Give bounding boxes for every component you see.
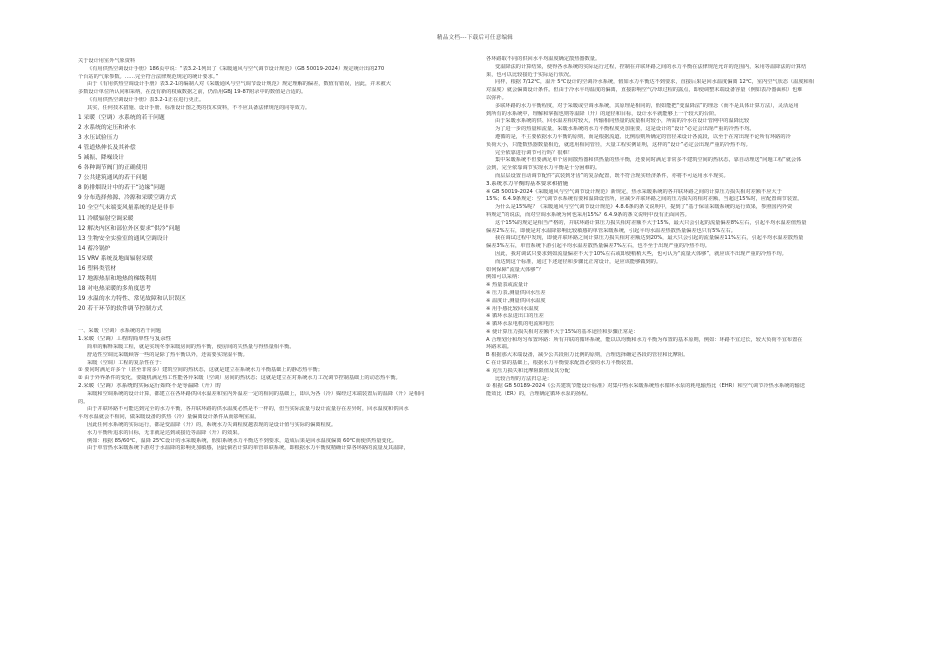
toc-item: 13 生物安全实验室的通风空调设计: [78, 235, 169, 242]
text-line: 的。: [78, 398, 89, 405]
text-line: ② 由于外界条件的变化，要随机满足热工性能各异采暖（空调）房间的热状态；这就是建立在对系统水力工况调节控制基础上的动态热平衡。: [78, 375, 401, 382]
section-heading: 3.系统水力平衡的基本要求和措施: [486, 180, 569, 187]
toc-item: 11 冷暖辐射空调采暖: [78, 215, 134, 222]
text-line: 环路末端。: [486, 344, 512, 351]
text-line: 如何保障“流量大体够”？: [486, 266, 544, 273]
text-line: 简单的解释采暖工程，就是实现冬季采暖房间的热平衡，使房间的失热量与得热量相平衡。: [87, 344, 295, 351]
text-line: 对湿度）就会偏离设计条件。但由于冷水平均温度的偏离，直接影响空气冷却过程的露点，即使调整末端设备容量（例如表冷器面积）也难: [486, 87, 803, 94]
left-column: [78, 58, 475, 453]
text-line: ※ 温度计,测量供回水温度: [486, 297, 546, 304]
text-line: 果，也可以比较接近于实际运行状况。: [486, 71, 575, 78]
toc-item: 20 若干环节的软件调节控制方式: [78, 306, 163, 313]
text-line: 为了进一步的热量和流量，采暖水系统的水力平衡程度更加重要，这是设计的“设计”必定会出现严重的冷热不均。: [495, 126, 755, 133]
text-line: 偏差2%左右，即使是对水温降影响比较敏感的单管采暖系统，引起平均水温差热散热量偏差也只有5%左右。: [486, 227, 736, 234]
text-line: 因此，我对调试只要求到如流量偏差不大于10%左右或即使稍稍大些，也可认为“流量大体够”，就应该不出现严重的冷热不均。: [495, 250, 787, 257]
toc-item: 3 水压试验压力: [78, 134, 119, 141]
toc-item: 16 塑料类管材: [78, 265, 117, 272]
text-line: ※ 压力表,测量供回水压差: [486, 289, 546, 296]
toc-item: 4 管道热伸长及其补偿: [78, 144, 136, 151]
text-line: C 在计算的基础上，根据水力平衡要求配置必要的水力平衡装置。: [486, 360, 637, 367]
text-line: ※ 使计算压力损失相对差额不大于15%的基本途径和步骤正常是：: [486, 328, 639, 335]
text-line: 例如：根据 85/60℃，温降 25℃设计的水采暖系统，假如系统水力平衡达不到要求，造成后果是回水温度偏离 60℃而使供热量变化。: [87, 437, 397, 444]
text-line: 《有用供热空调设计手册》186页中说：“表3.2-1列出了《采暖通风与空气调节设计规范》（GB 50019-2024）规定统计出的270: [87, 65, 385, 72]
toc-item: 12 解决内区和部位外区要求“供冷”问题: [78, 225, 181, 232]
text-line: 其实，任何技术措施、设计手册、标准设计图之类的技术资料，不不应具备法律规范的同等效力。: [87, 104, 311, 111]
text-line: ※ 循环水泵电机的电流和电压: [486, 321, 555, 328]
toc-item: 8 防排烟设计中的若干“边缘”问题: [78, 185, 165, 192]
text-line: ① 根据 GB 50189-2024《公共建筑节能设计标准》对集中热水采暖系统热水循环水泵的耗电输热比（EHR）和空气调节冷热水系统的输送: [486, 383, 805, 390]
text-line: 个台站的气象参数。……完全符合法律规范规定的统计要求。”: [78, 73, 219, 80]
toc-item: 17 地源热泵和地热的梯级利用: [78, 276, 157, 283]
text-line: 多数设计单位所认同和采纳，在没有新的权威数据之前，仍沿用GBJ 19-87附录中的数值是合适的。: [78, 89, 307, 96]
toc-item: 7 公共建筑通风的若干问题: [78, 175, 148, 182]
toc-item: 9 分布选择热源、冷源和采暖空调方式: [78, 195, 177, 202]
text-line: 比较合理的方法归总是：: [495, 375, 553, 382]
text-line: 水力平衡所追求的目标，无非就是达到或接近等温降（升）的效果。: [87, 429, 243, 436]
text-line: 以弥补。: [486, 94, 507, 101]
text-line: 能效比（ER）的，合理确定循环水泵的扬程。: [486, 391, 592, 398]
toc-item: 6 各种调节阀门的正确使用: [78, 165, 148, 172]
text-line: 《有用供热空调设计手册》表3.2-1正在进行更正。: [87, 96, 205, 103]
text-line: 由于《有用供热空调设计手册》表3.2-1的编制人对《采暖通风与空气调节设计规范》规定理解的偏差，数值有错误，因此，并未被大: [87, 81, 391, 88]
text-line: 平均水温就会不相同，做采暖设备的供热（冷）量偏离设计条件从而影响室温。: [78, 414, 260, 421]
text-line: 例如可以采纳：: [486, 274, 523, 281]
text-line: 而层层设置自动调节配件“武装到牙齿”的复杂配置，既不符合现实经济条件，亦将不可运用水平现实。: [495, 172, 729, 179]
text-line: 料规定”的说法，而对空调水系统为何也采用15%？6.4.9条的条文说明中没有正面回答。: [486, 211, 690, 218]
text-line: 到所有的水系统中，理解和掌握也则等温降（升）的途径和目标，设计水平就能够上一个较大的台阶。: [486, 110, 720, 117]
page-header: 精品文档---下载后可任意编辑: [436, 35, 514, 41]
section-heading: 1.采暖（空调）工程的简单性与复杂性: [78, 336, 172, 343]
text-line: 完全依靠进行调节可行吗？很难！: [495, 149, 573, 156]
text-line: 同样，根据 7/12℃，温升 5℃设计的空调冷水系统，假如水力平衡达不到要求，直接后果是回水温度偏离 12℃，室内空气状态（温度和相: [495, 79, 814, 86]
text-line: 15%；6.4.9条规定：空气调节水系统有要和温降设管所，应减少并联环路之间的压力损失的相对差额，当超过15%时，应配置调节装置。: [486, 196, 803, 203]
text-line: 而达到这个标准，通过下述途径和步骤比正常设计，是应该能够做到的。: [495, 258, 662, 265]
toc-item: 14 蓄冷锅炉: [78, 245, 111, 252]
toc-item: 19 水温的水力特性、常见故障和认识误区: [78, 296, 186, 303]
right-column: [486, 56, 883, 399]
toc-item: 10 全空气末端变风量系统的是是非非: [78, 205, 175, 212]
text-line: 多联环路的水力平衡程度，对于采暖或空调水系统，其原理是相同的，假如能把“变温降法”的理念（而不是具体计算方法），灵活运用: [495, 102, 799, 109]
text-line: 关于设计用室外气象资料: [78, 58, 136, 64]
text-line: ① 要同时满足许多个（甚至非常多）建筑空间的热状态，这就是建立在系统水力平衡基础上的静态热平衡；: [78, 367, 323, 374]
text-line: 由于并联环路不可能达到完全的水力平衡，各并联环路的供水温度必然是不一样的，但当实际流量与设计流量存在差异时，回水温度和供回水: [87, 406, 409, 413]
text-line: ※ 热量表或流量计: [486, 282, 529, 289]
section-heading: 2.采暖（空调）水系统的实际运行始终不是等温降（升）的: [78, 383, 221, 390]
text-line: 舒适性空调比采暖顾客一些的是除了热平衡以外，还需要实现湿平衡。: [87, 351, 248, 358]
text-line: 为什么是15%呢？《采暖通风与空气调节设计规范》4.8.6条的条文说明中，提到了“基于保证采暖系统的运行效果，参照国内外资: [495, 204, 793, 211]
text-line: 各环路取不同的供回水平均温度确定散热器数量。: [486, 56, 601, 62]
text-line: A 合理划分和均匀布置环路：所有并联的循环系统，能以以均衡和水力平衡为布置的基本原则，例如：环路不宜过长，较大负荷不宜布置在: [486, 336, 803, 343]
text-line: ※ GB 50019-2024《采暖通风与空气调节设计规范》新规定，热水采暖系统的各并联环路之间的计算压力损失相对差额不应大于: [486, 188, 782, 195]
text-line: 由于采暖水系统的供、回水温差相对较大，传输相同热量的流量相对较小，所需的冷水在设计管网中的温降比较: [495, 118, 750, 125]
text-line: 集中采暖系统不但要满足单个房间散热器和供热量的热平衡，还要同时满足非常多不建筑空间的热状态，靠自动理送“问题工程”就会体: [495, 157, 802, 164]
text-line: 这个15%的规定是相当严格的，并联环路计算压力损失相对差额不大于15%，最大只会引起的流量偏差8%左右，引起平均水温差值热量: [495, 219, 807, 226]
text-line: 由于单管热水采暖系统下游对于水温降的影响更加敏感，因此倘若计算的单管串联系统，即根据水力平衡度精确计算各环路的流量及其温降，: [87, 445, 409, 452]
text-line: 采暖和空调系统的设计计算，都建立在各环路供回水温差和室内外温差一定的相同的基础上，即认为各（冷）媒经过末端装置后的温降（升）是相同: [87, 390, 425, 397]
toc-item: 18 对电热采暖的多角度思考: [78, 286, 151, 293]
toc-item: 5 减振、降噪设计: [78, 154, 125, 161]
section-heading: 一、采暖（空调）水系统的若干问题: [78, 328, 162, 335]
text-line: 会到，完全依靠调节实现水力平衡是十分困难的。: [486, 165, 601, 172]
text-line: 采暖（空调）工程的复杂性在于：: [87, 359, 165, 366]
text-line: 负荷大小，只能数热器数量相近，就选用相同管径，大量工程实例证明，这样的“设计”必定会出现严重的冷热不均。: [486, 141, 751, 148]
text-line: 偏差3%左右，单管系统下游引起平均水温差散热量偏差7%左右，也不至于出现严重的冷热不均。: [486, 243, 710, 250]
text-line: ※ 用手感比较回水温度: [486, 305, 539, 312]
text-line: ※ 克压力损失和比摩阻限值及其分配: [486, 367, 570, 374]
text-line: 因此任何水系统的实际运行，都是变温降（升）的，系统水力失调程度越表现的是设计值与实际的偏离程度。: [87, 422, 337, 429]
text-line: 变温降法的计算结果，使得各水系统的实际运行过程，控制在并联环路之间的水力平衡在法律规范允许的范围内，采用等温降法的计算结: [495, 63, 807, 70]
toc-item: 15 VRV 系统及地面辐射采暖: [78, 255, 153, 262]
text-line: 遵循的是，不主要依据水力平衡的原则，而是根据流道、比例原则所确定的管径来设计各流段，以至于在常出现不论所有环路的冷: [495, 133, 791, 140]
toc-item: 1 采暖（空调）水系统的若干问题: [78, 114, 165, 121]
text-line: B 根据那大末端设备，减少公共段阻力比例的原则，合理选择确定各段的管径和比摩阻。: [486, 352, 689, 359]
text-line: ※ 循环水泵进出口的压差: [486, 313, 544, 320]
toc-item: 2 水系统的定压和补水: [78, 124, 136, 131]
text-line: 我在调试过程中发现，即使并联环路之间计算压力损失相对差额达到20%，最大只会引起的流量偏差11%左右，引起平均水温差散热量: [495, 235, 804, 242]
